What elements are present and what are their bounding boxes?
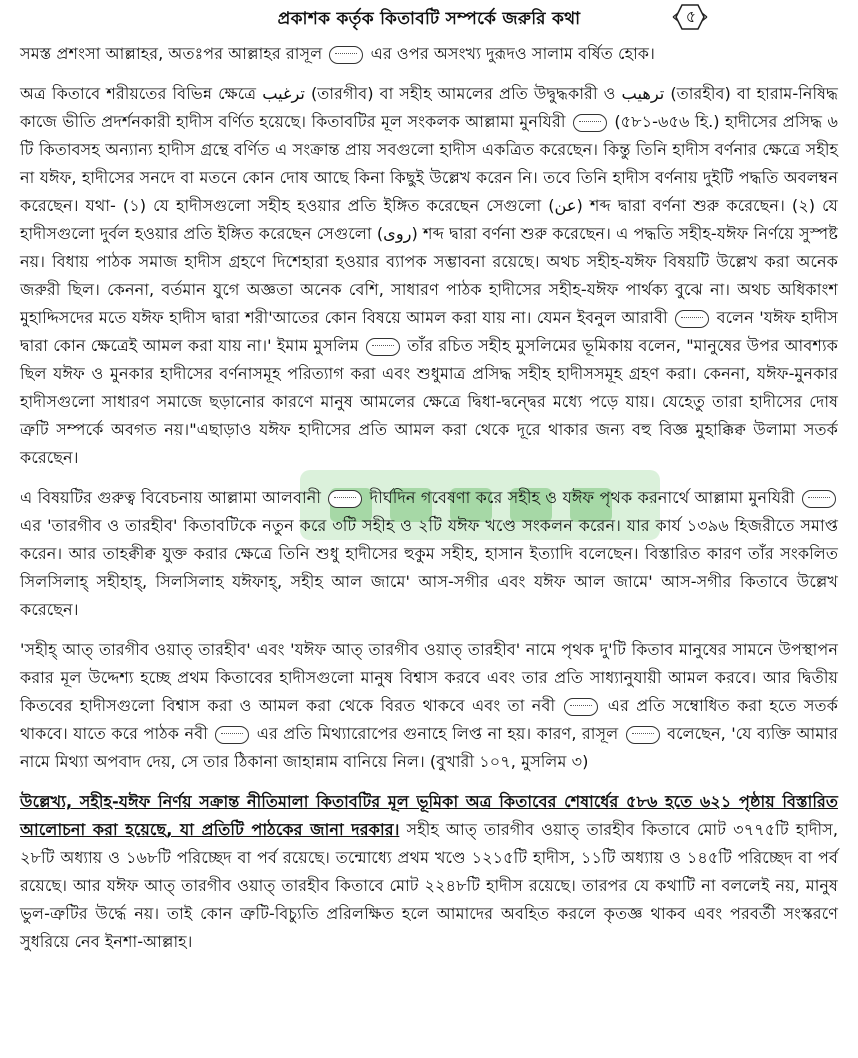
rahimahullah-seal-icon <box>675 310 709 328</box>
salutation-seal-icon <box>626 726 660 744</box>
salutation-seal-icon <box>329 46 363 64</box>
p2-text-2: (তারগীব) বা সহীহ আমলের প্রতি উদ্বুদ্ধকারী ও <box>310 84 616 103</box>
p2-text-7: বলেন 'যঈফ হাদীস দ্বারা কোন ক্ষেত্রেই আমল করা যায় না।' ইমাম মুসলিম <box>20 308 838 355</box>
p1-text-2: এর ওপর অসংখ্য দুরূদও সালাম বর্ষিত হোক। <box>370 44 655 63</box>
paragraph-1 <box>20 40 838 68</box>
p4-text-3: এর প্রতি মিথ্যারোপের গুনাহে লিপ্ত না হয়। কারণ, রাসূল <box>256 724 619 743</box>
paragraph-5 <box>20 788 838 956</box>
p3-text-3: এর 'তারগীব ও তারহীব' কিতাবটিকে নতুন করে ৩টি সহীহ ও ২টি যঈফ খণ্ডে সংকলন করেন। যার কার্য ১৩৯৬ হিজরীতে সমাপ্ত করেন। আর তাহক্বীক্ব যুক্ত করার ক্ষেত্রে তিনি শুধু হাদীসের হুকুম সহীহ, হাসান ইত্যাদি বলেছেন। বিস্তারিত কারণ তাঁর সংকলিত সিলসিলাহ্ সহীহাহ্, সিলসিলাহ যঈফাহ্, সহীহ আল জামে' আস-সগীর এবং যঈফ আল জামে' আস-সগীর কিতাবে উল্লেখ করেছেন। <box>20 516 838 619</box>
header-title: প্রকাশক কর্তৃক কিতাবটি সম্পর্কে জরুরি কথা <box>277 9 581 29</box>
rahimahullah-seal-icon <box>366 338 400 356</box>
page-header <box>0 0 858 40</box>
p1-text-1: সমস্ত প্রশংসা আল্লাহর, অতঃপর আল্লাহর রাসূল <box>20 44 323 63</box>
rahimahullah-seal-icon <box>802 490 836 508</box>
arabic-an: عن <box>554 196 577 215</box>
p2-text-6: ) শব্দ দ্বারা বর্ণনা শুরু করেছেন। এ পদ্ধতি সহীহ-যঈফ নির্ণয়ে সুস্পষ্ট নয়। বিধায় পাঠক সমাজ হাদীস গ্রহণে দিশেহারা হওয়ার ব্যাপক সম্ভাবনা রয়েছে। অথচ সহীহ-যঈফ বিষয়টি উল্লেখ করা অনেক জরুরী ছিল। কেননা, বর্তমান যুগে অজ্ঞতা অনেক বেশি, সাধারণ পাঠক হাদীসের সহীহ-যঈফ পার্থক্য বুঝে না। অথচ অধিকাংশ মুহাদ্দিসদের মতে যঈফ হাদীস দ্বারা শরী'আতের কোন বিষয়ে আমল করা যায় না। যেমন ইবনুল আরাবী <box>20 224 838 327</box>
rahimahullah-seal-icon <box>328 490 362 508</box>
paragraph-4 <box>20 636 838 776</box>
salutation-seal-icon <box>215 726 249 744</box>
p4-text-2: এর প্রতি সম্বোধিত করা হতে সতর্ক থাকবে। যাতে করে পাঠক নবী <box>20 696 838 743</box>
p3-text-1: এ বিষয়টির গুরুত্ব বিবেচনায় আল্লামা আলবানী <box>20 488 322 507</box>
paragraph-2 <box>20 80 838 472</box>
page-number: ৫ <box>685 7 697 26</box>
p5-text: সহীহ আত্ তারগীব ওয়াত্ তারহীব কিতাবে মোট ৩৭৭৫টি হাদীস, ২৮টি অধ্যায় ও ১৬৮টি পরিচ্ছেদ বা পর্ব রয়েছে। তন্মোধ্যে প্রথম খণ্ডে ১২১৫টি হাদীস, ১১টি অধ্যায় ও ১৪৫টি পরিচ্ছেদ বা পর্ব রয়েছে। আর যঈফ আত্ তারগীব ওয়াত্ তারহীব কিতাবে মোট ২২৪৮টি হাদীস রয়েছে। তারপর যে কথাটি না বললেই নয়, মানুষ ভুল-ত্রুটির উর্দ্ধে নয়। তাই কোন ত্রুটি-বিচ্যুতি প্ররিলক্ষিত হলে আমাদের অবহিত করলে কৃতজ্ঞ থাকব এবং পরবর্তী সংস্করণে সুধরিয়ে নেব ইনশা-আল্লাহ। <box>20 820 838 951</box>
p2-text-3: (তারহীব) বা হারাম-নিষিদ্ধ কাজে ভীতি প্রদর্শনকারী হাদীস বর্ণিত হয়েছে। কিতাবটির মূল সংকলক আল্লামা মুনযিরী <box>20 84 838 131</box>
p3-text-2: দীর্ঘদিন গবেষণা করে সহীহ ও যঈফ পৃথক করনার্থে আল্লামা মুনযিরী <box>369 488 795 507</box>
arabic-tarhib: ترهيب <box>621 84 665 103</box>
p4-text-1: 'সহীহ্ আত্ তারগীব ওয়াত্ তারহীব' এবং 'যঈফ আত্ তারগীব ওয়াত্ তারহীব' নামে পৃথক দু'টি কিতাব মানুষের সামনে উপস্থাপন করার মূল উদ্দেশ্য হচ্ছে প্রথম কিতাবের হাদীসগুলো মানুষ বিশ্বাস করবে এবং তার প্রতি সাধ্যানুযায়ী আমল করবে। আর দ্বিতীয় কিতবের হাদীসগুলো বিশ্বাস করা ও আমল করা থেকে বিরত থাকবে এবং তা নবী <box>20 640 838 715</box>
p2-text-1: অত্র কিতাবে শরীয়তের বিভিন্ন ক্ষেত্রে <box>20 84 257 103</box>
arabic-targhib: ترغيب <box>262 84 305 103</box>
arabic-ruwiya: روى <box>383 224 412 243</box>
salutation-seal-icon <box>564 698 598 716</box>
p2-text-5: ) শব্দ দ্বারা বর্ণনা শুরু করেছেন। (২) যে হাদীসগুলো দুর্বল হওয়ার প্রতি ইঙ্গিত করেছেন সেগুলো ( <box>20 196 838 243</box>
p5-emphasis-note: উল্লেখ্য, সহীহ-যঈফ নির্ণয় সক্রান্ত নীতিমালা কিতাবটির মূল ভূমিকা অত্র কিতাবের শেষার্ধের ৫৮৬ হতে ৬২১ পৃষ্ঠায় বিস্তারিত আলোচনা করা হয়েছে, যা প্রতিটি পাঠকের জানা দরকার। <box>20 792 838 839</box>
p2-text-4: (৫৮১-৬৫৬ হি.) হাদীসের প্রসিদ্ধ ৬ টি কিতাবসহ অন্যান্য হাদীস গ্রন্থে বর্ণিত এ সংক্রান্ত প্রায় সবগুলো হাদীস একত্রিত করেছেন। কিন্তু তিনি হাদীস বর্ণনার ক্ষেত্রে সহীহ না যঈফ, হাদীসের সনদে বা মতনে কোন দোষ আছে কিনা কিছুই উল্লেখ করেন নি। তবে তিনি হাদীস বর্ণনায় দুইটি পদ্ধতি অবলম্বন করেছেন। যথা- (১) যে হাদীসগুলো সহীহ হওয়ার প্রতি ইঙ্গিত করেছেন সেগুলো ( <box>20 112 838 215</box>
p2-text-8: তাঁর রচিত সহীহ মুসলিমের ভূমিকায় বলেন, "মানুষের উপর আবশ্যক ছিল যঈফ ও মুনকার হাদীসের বর্ণনাসমূহ পরিত্যাগ করা এবং শুধুমাত্র প্রসিদ্ধ সহীহ হাদীসসমূহ গ্রহণ করা। কেননা, যঈফ-মুনকার হাদীসগুলো সাধারণ সমাজে ছড়ানোর কারণে মানুষ আমলের ক্ষেত্রে দ্বিধা-দ্বন্দ্বের মধ্যে পড়ে যায়। যেহেতু তারা হাদীসের দোষ ত্রুটি সম্পর্কে অবগত নয়।"এছাড়াও যঈফ হাদীসের প্রতি আমল করা থেকে দূরে থাকার জন্য বহু বিজ্ঞ মুহাক্কিক্ব উলামা সতর্ক করেছেন। <box>20 336 838 467</box>
rahimahullah-seal-icon <box>573 114 607 132</box>
document-body <box>20 40 838 968</box>
paragraph-3 <box>20 484 838 624</box>
p4-text-4: বলেছেন, 'যে ব্যক্তি আমার নামে মিথ্যা অপবাদ দেয়, সে তার ঠিকানা জাহান্নাম বানিয়ে নিল। (বুখারী ১০৭, মুসলিম ৩) <box>20 724 838 771</box>
